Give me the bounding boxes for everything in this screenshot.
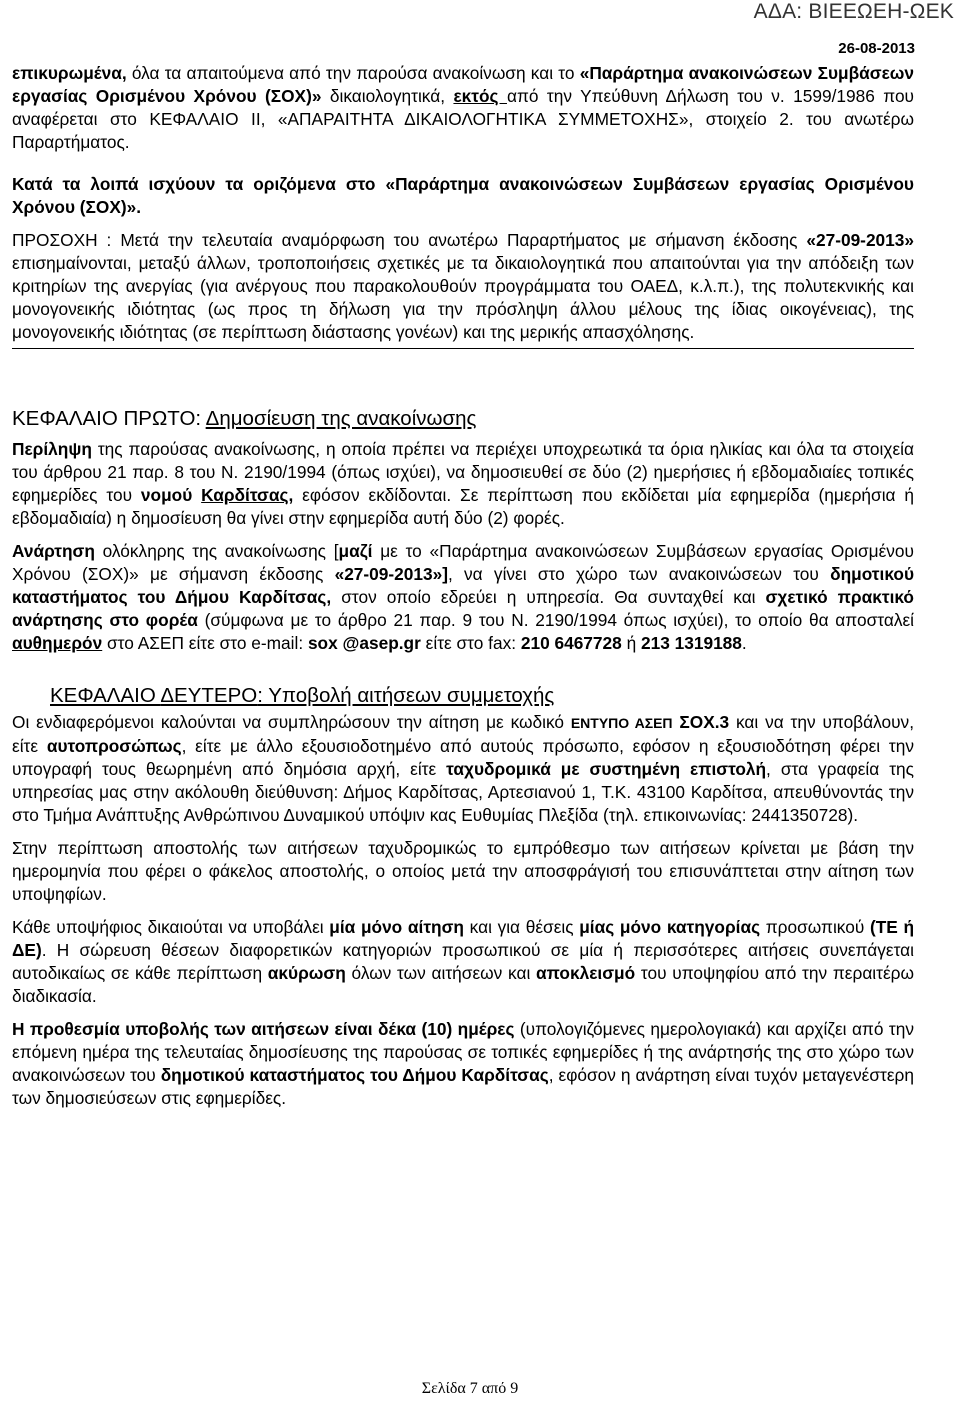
text: ολόκληρης της ανακοίνωσης [ bbox=[94, 541, 339, 561]
text-bold: σχετικό πρακτικό ανάρτησης στο φορέα bbox=[12, 587, 914, 630]
text-bold: μαζί bbox=[338, 541, 373, 561]
text: του υποψηφίου από την περαιτέρω διαδικασία. bbox=[12, 963, 914, 1006]
paragraph-posting bbox=[12, 540, 914, 655]
form-code: ΣΟΧ.3 bbox=[679, 712, 730, 732]
text: , εφόσον η ανάρτηση είναι τυχόν μεταγενέστερη των δημοσιεύσεων στις εφημερίδες. bbox=[12, 1065, 914, 1108]
fax-number: 210 6467728 bbox=[520, 633, 622, 653]
text-bold-underline: Καρδίτσας, bbox=[201, 485, 294, 505]
ada-code: ΑΔΑ: ΒΙΕΕΩΕΗ-ΩΕΚ bbox=[753, 0, 954, 23]
text: στον οποίο εδρεύει η υπηρεσία. Θα συνταχθεί και bbox=[331, 587, 766, 607]
text: , στα γραφεία της υπηρεσίας μας στην ακόλουθη διεύθυνση: Δήμος Καρδίτσας, Αρτεσιανού 1, Τ.Κ. 43100 Καρδίτσα, απευθύνοντάς την στο Τμήμα Ανάπτυξης Ανθρώπινου Δυναμικού υπόψιν κας Ευθυμίας Πλεξίδα (τηλ. επικοινωνίας: 2441350728). bbox=[12, 759, 914, 825]
form-code-label: ΕΝΤΥΠΟ ΑΣΕΠ bbox=[570, 715, 673, 731]
text: όλων των αιτήσεων και bbox=[345, 963, 537, 983]
text-bold: Δήμου Καρδίτσας, bbox=[174, 587, 332, 607]
paragraph-submission-note bbox=[12, 62, 914, 154]
text: εφόσον εκδίδονται. Σε περίπτωση που εκδίδεται μία εφημερίδα (ημερήσια ή εβδομαδιαία) η δημοσίευση θα γίνει στην εφημερίδα αυτή δύο (2) φορές. bbox=[12, 485, 915, 528]
text-bold: μία μόνο αίτηση bbox=[329, 917, 464, 937]
text: και για θέσεις bbox=[463, 917, 580, 937]
text: με το «Παράρτημα ανακοινώσεων Συμβάσεων εργασίας Ορισμένου Χρόνου (ΣΟΧ)» με σήμανση έκδοσης bbox=[12, 541, 914, 584]
text: . Η σώρευση θέσεων διαφορετικών κατηγοριών προσωπικού σε μία ή περισσότερες αιτήσεις συνεπάγεται αυτοδικαίως σε κάθε περίπτωση bbox=[12, 940, 914, 983]
text: , να γίνει στο χώρο των ανακοινώσεων του bbox=[447, 564, 831, 584]
text-bold: Περίληψη bbox=[12, 439, 92, 459]
header-date: 26-08-2013 bbox=[838, 40, 915, 57]
text-bold: «27-09-2013»] bbox=[334, 564, 448, 584]
chapter-label: ΚΕΦΑΛΑΙΟ bbox=[50, 684, 161, 707]
paragraph-single-application bbox=[12, 916, 914, 1008]
page-total: 9 bbox=[510, 1380, 519, 1397]
text: ή bbox=[621, 633, 641, 653]
text: στο ΑΣΕΠ είτε στο e-mail: bbox=[102, 633, 308, 653]
text-bold: Η προθεσμία υποβολής των αιτήσεων είναι δέκα (10) ημέρες bbox=[12, 1019, 515, 1039]
text: ΠΡΟΣΟΧΗ : bbox=[12, 230, 121, 250]
chapter-title: Δημοσίευση της ανακοίνωσης bbox=[205, 407, 477, 430]
paragraph-attention bbox=[12, 229, 914, 344]
text-bold: αποκλεισμό bbox=[536, 963, 636, 983]
text-bold: Ανάρτηση bbox=[12, 541, 95, 561]
email-text: sox @asep.gr bbox=[307, 633, 421, 653]
text-bold: ακύρωση bbox=[267, 963, 346, 983]
page-separator: από bbox=[477, 1380, 511, 1397]
page-label: Σελίδα bbox=[421, 1380, 470, 1397]
paragraph-application-submission bbox=[12, 711, 914, 827]
text-bold: νομού bbox=[140, 485, 202, 505]
text: είτε στο fax: bbox=[420, 633, 521, 653]
page-number: 7 bbox=[469, 1380, 478, 1397]
chapter-title: : Υποβολή αιτήσεων συμμετοχής bbox=[257, 684, 555, 707]
paragraph-deadline bbox=[12, 1018, 914, 1110]
paragraph-remaining-rules: Κατά τα λοιπά ισχύουν τα οριζόμενα στο «Παράρτημα ανακοινώσεων Συμβάσεων εργασίας Ορισμένου Χρόνου (ΣΟΧ)». bbox=[12, 174, 914, 217]
text: , είτε με άλλο εξουσιοδοτημένο από αυτούς πρόσωπο, εφόσον η εξουσιοδότηση φέρει την υπογραφή τους θεωρημένη από δημόσια αρχή, είτε bbox=[12, 736, 914, 779]
text-bold: «27-09-2013» bbox=[806, 230, 914, 250]
chapter-label-emph: ΔΕΥΤΕΡΟ bbox=[160, 684, 258, 707]
text-bold: ταχυδρομικά με συστημένη επιστολή bbox=[446, 759, 767, 779]
text-bold: δημοτικού καταστήματος του bbox=[12, 564, 914, 607]
text: . bbox=[741, 633, 747, 653]
text: Οι ενδιαφερόμενοι καλούνται να συμπληρώσουν την αίτηση με κωδικό bbox=[12, 712, 571, 732]
fax-number: 213 1319188 bbox=[640, 633, 742, 653]
text: Κάθε υποψήφιος δικαιούται να υποβάλει bbox=[12, 917, 330, 937]
chapter-two-heading bbox=[50, 683, 914, 709]
text: από την Υπεύθυνη Δήλωση του ν. 1599/1986 που αναφέρεται στο ΚΕΦΑΛΑΙΟ ΙΙ, «ΑΠΑΡΑΙΤΗΤΑ ΔΙΚΑΙΟΛΟΓΗΤΙΚΑ ΣΥΜΜΕΤΟΧΗΣ», στοιχείο 2. του ανωτέρω Παραρτήματος. bbox=[12, 86, 915, 152]
text-bold: αυτοπροσώπως bbox=[46, 736, 182, 756]
text-bold: επικυρωμένα, bbox=[12, 63, 127, 83]
document-body bbox=[12, 62, 914, 1110]
text: όλα τα απαιτούμενα από την παρούσα ανακοίνωση και το bbox=[126, 63, 580, 83]
paragraph-summary-publication bbox=[12, 438, 914, 530]
page-footer bbox=[0, 1380, 940, 1398]
text-bold: (ΤΕ ή ΔΕ) bbox=[12, 917, 915, 960]
chapter-one-heading bbox=[12, 406, 914, 432]
intro-block bbox=[12, 62, 914, 349]
text: (σύμφωνα με το άρθρο 21 παρ. 9 του Ν. 2190/1994 όπως ισχύει), το οποίο θα αποσταλεί bbox=[197, 610, 915, 630]
text: προσωπικού bbox=[760, 917, 870, 937]
text: δικαιολογητικά, bbox=[321, 86, 454, 106]
text: και να την υποβάλουν, είτε bbox=[12, 712, 914, 756]
chapter-label: ΚΕΦΑΛΑΙΟ ΠΡΩΤΟ: bbox=[12, 407, 206, 430]
text: Μετά την τελευταία αναμόρφωση του ανωτέρω Παραρτήματος με σήμανση έκδοσης bbox=[120, 230, 807, 250]
paragraph-postal-timing: Στην περίπτωση αποστολής των αιτήσεων ταχυδρομικώς το εμπρόθεσμο των αιτήσεων κρίνεται με βάση την ημερομηνία που φέρει ο φάκελος αποστολής, ο οποίος μετά την αποσφράγισή του επισυνάπτεται στην αίτηση των υποψηφίων. bbox=[12, 838, 914, 904]
text: επισημαίνονται, μεταξύ άλλων, τροποποιήσεις σχετικές με τα δικαιολογητικά που απαιτούνται για την απόδειξη των κριτηρίων της ανεργίας (για ανέργους που παρακολουθούν προγράμματα του ΟΑΕΔ, κ.λ.π.), της πολυτεκνικής και μονογονεικής ιδιότητας (ως προς τη δήλωση για την πρόσληψη άλλου μέλους της ίδιας οικογένειας), της μονογονεικής ιδιότητας (σε περίπτωση διάστασης γονέων) και της μερικής απασχόλησης. bbox=[12, 253, 914, 342]
text: της παρούσας ανακοίνωσης, η οποία πρέπει να περιέχει υποχρεωτικά τα όρια ηλικίας και όλα τα στοιχεία του άρθρου 21 παρ. 8 του Ν. 2190/1994 (όπως ισχύει), να δημοσιευθεί σε δύο (2) ημερήσιες ή εβδομαδιαίες τοπικές εφημερίδες του bbox=[12, 439, 914, 505]
text-bold: μίας μόνο κατηγορίας bbox=[579, 917, 761, 937]
text: (υπολογιζόμενες ημερολογιακά) και αρχίζει από την επόμενη ημέρα της τελευταίας δημοσίευσης της παρούσας σε τοπικές εφημερίδες ή της ανάρτησής της στο χώρο των ανακοινώσεων του bbox=[12, 1019, 914, 1085]
text-bold-underline: αυθημερόν bbox=[12, 633, 103, 653]
text-bold: δημοτικού καταστήματος του Δήμου Καρδίτσας bbox=[160, 1065, 549, 1085]
text-bold-underline: εκτός bbox=[453, 86, 507, 106]
text-bold: «Παράρτημα ανακοινώσεων Συμβάσεων εργασίας Ορισμένου Χρόνου (ΣΟΧ)» bbox=[12, 63, 914, 106]
